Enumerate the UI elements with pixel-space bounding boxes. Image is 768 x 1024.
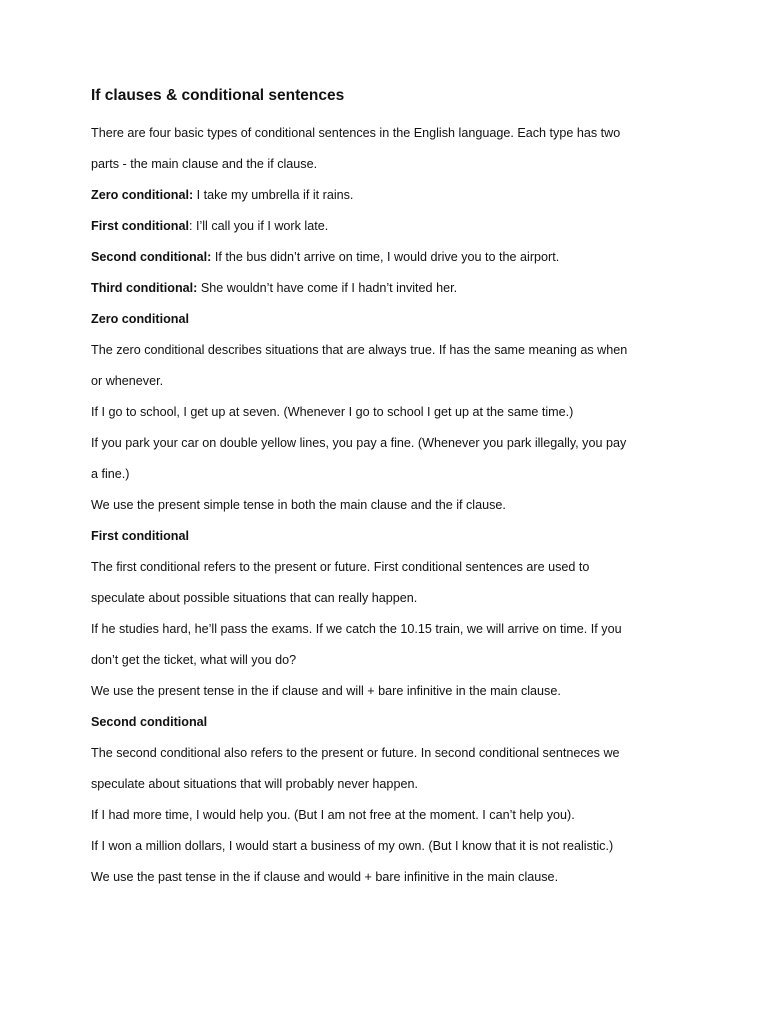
- type-first-text: : I’ll call you if I work late.: [188, 219, 329, 233]
- type-second-text: If the bus didn’t arrive on time, I would drive you to the airport.: [211, 250, 560, 264]
- type-first: [91, 211, 636, 242]
- first-examples: If he studies hard, he’ll pass the exams. If we catch the 10.15 train, we will arrive on time. If you don’t get the ticket, what will you do?: [91, 622, 622, 667]
- second-example-2: If I won a million dollars, I would start a business of my own. (But I know that it is not realistic.): [91, 839, 614, 853]
- section-heading-first: First conditional: [91, 529, 189, 543]
- first-usage: We use the present tense in the if clause and will + bare infinitive in the main clause.: [91, 684, 561, 698]
- type-second: [91, 242, 636, 273]
- section-heading-second: Second conditional: [91, 715, 208, 729]
- zero-example-1: If I go to school, I get up at seven. (Whenever I go to school I get up at the same time.): [91, 405, 574, 419]
- type-zero-label: Zero conditional:: [91, 188, 194, 202]
- zero-definition: The zero conditional describes situations that are always true. If has the same meaning as when or whenever.: [91, 343, 628, 388]
- document-title: If clauses & conditional sentences: [91, 87, 345, 104]
- document-body: [91, 86, 636, 893]
- type-first-label: First conditional: [91, 219, 189, 233]
- type-zero-text: I take my umbrella if it rains.: [193, 188, 354, 202]
- first-definition: The first conditional refers to the present or future. First conditional sentences are used to speculate about possible situations that can really happen.: [91, 560, 590, 605]
- type-third: [91, 273, 636, 304]
- type-zero: [91, 180, 636, 211]
- type-second-label: Second conditional:: [91, 250, 212, 264]
- second-usage: We use the past tense in the if clause and would + bare infinitive in the main clause.: [91, 870, 559, 884]
- type-third-text: She wouldn’t have come if I hadn’t invited her.: [197, 281, 458, 295]
- second-example-1: If I had more time, I would help you. (But I am not free at the moment. I can’t help you).: [91, 808, 575, 822]
- zero-example-2: If you park your car on double yellow lines, you pay a fine. (Whenever you park illegally, you pay a fine.): [91, 436, 627, 481]
- intro-paragraph: There are four basic types of conditional sentences in the English language. Each type has two parts - the main clause and the if clause.: [91, 126, 621, 171]
- second-definition: The second conditional also refers to the present or future. In second conditional sentneces we speculate about situations that will probably never happen.: [91, 746, 620, 791]
- type-third-label: Third conditional:: [91, 281, 198, 295]
- zero-usage: We use the present simple tense in both the main clause and the if clause.: [91, 498, 506, 512]
- section-heading-zero: Zero conditional: [91, 312, 189, 326]
